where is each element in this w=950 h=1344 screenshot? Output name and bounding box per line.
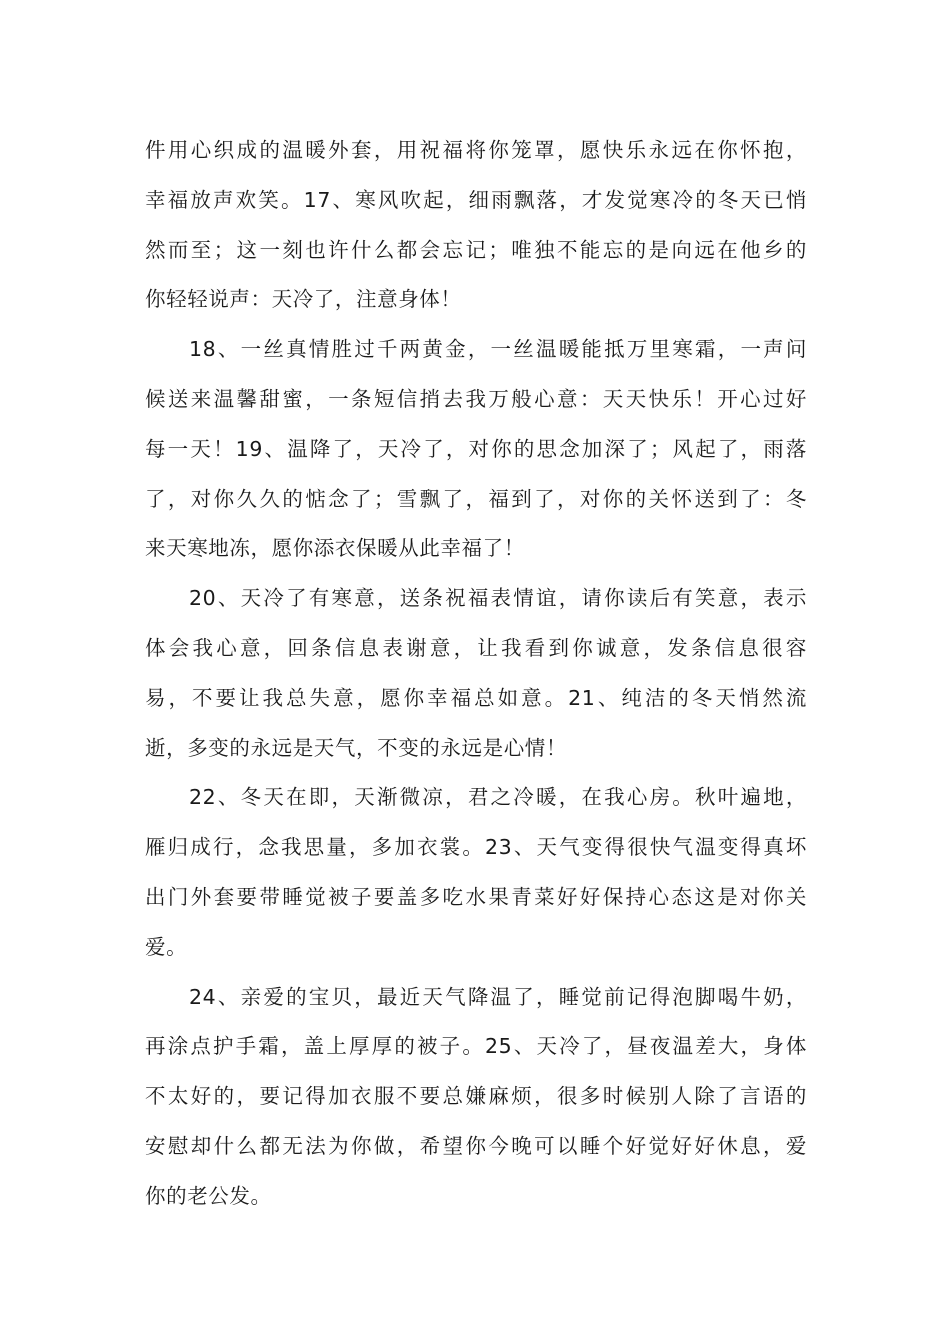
paragraph: [145, 574, 807, 773]
paragraph: [145, 325, 807, 574]
paragraph: [145, 126, 807, 325]
text-line: 件用心织成的温暖外套，用祝福将你笼罩，愿快乐永远在你怀抱，: [145, 138, 807, 162]
text-line: 你的老公发。: [145, 1183, 272, 1208]
text-line: 24、亲爱的宝贝，最近天气降温了，睡觉前记得泡脚喝牛奶，: [189, 984, 807, 1009]
text-line: 体会我心意，回条信息表谢意，让我看到你诚意，发条信息很容: [145, 635, 807, 660]
text-line: 18、一丝真情胜过千两黄金，一丝温暖能抵万里寒霜，一声问: [189, 337, 807, 362]
paragraph: [145, 973, 807, 1222]
text-line: 你轻轻说声：天冷了，注意身体！: [145, 287, 462, 312]
text-line: 候送来温馨甜蜜，一条短信捎去我万般心意：天天快乐！开心过好: [145, 386, 807, 411]
document-body: [145, 126, 807, 1222]
text-line: 然而至；这一刻也许什么都会忘记；唯独不能忘的是向远在他乡的: [145, 237, 807, 262]
text-line: 再涂点护手霜，盖上厚厚的被子。25、天冷了，昼夜温差大，身体: [145, 1034, 807, 1059]
text-line: 幸福放声欢笑。17、寒风吹起，细雨飘落，才发觉寒冷的冬天已悄: [145, 187, 807, 212]
paragraph: [145, 773, 807, 972]
text-line: 了，对你久久的惦念了；雪飘了，福到了，对你的关怀送到了：冬: [145, 486, 807, 511]
text-line: 安慰却什么都无法为你做，希望你今晚可以睡个好觉好好休息，爱: [145, 1133, 807, 1158]
text-line: 出门外套要带睡觉被子要盖多吃水果青菜好好保持心态这是对你关: [145, 884, 807, 909]
text-line: 不太好的，要记得加衣服不要总嫌麻烦，很多时候别人除了言语的: [145, 1084, 807, 1109]
text-line: 20、天冷了有寒意，送条祝福表情谊，请你读后有笑意，表示: [189, 586, 807, 611]
text-line: 易，不要让我总失意，愿你幸福总如意。21、纯洁的冬天悄然流: [145, 685, 807, 710]
text-line: 爱。: [145, 934, 188, 959]
text-line: 22、冬天在即，天渐微凉，君之冷暖，在我心房。秋叶遍地，: [189, 785, 807, 810]
text-line: 逝，多变的永远是天气，不变的永远是心情！: [145, 735, 567, 760]
text-line: 雁归成行，念我思量，多加衣裳。23、天气变得很快气温变得真坏: [145, 835, 807, 860]
text-line: 来天寒地冻，愿你添衣保暖从此幸福了！: [145, 536, 525, 561]
text-line: 每一天！19、温降了，天冷了，对你的思念加深了；风起了，雨落: [145, 436, 807, 461]
